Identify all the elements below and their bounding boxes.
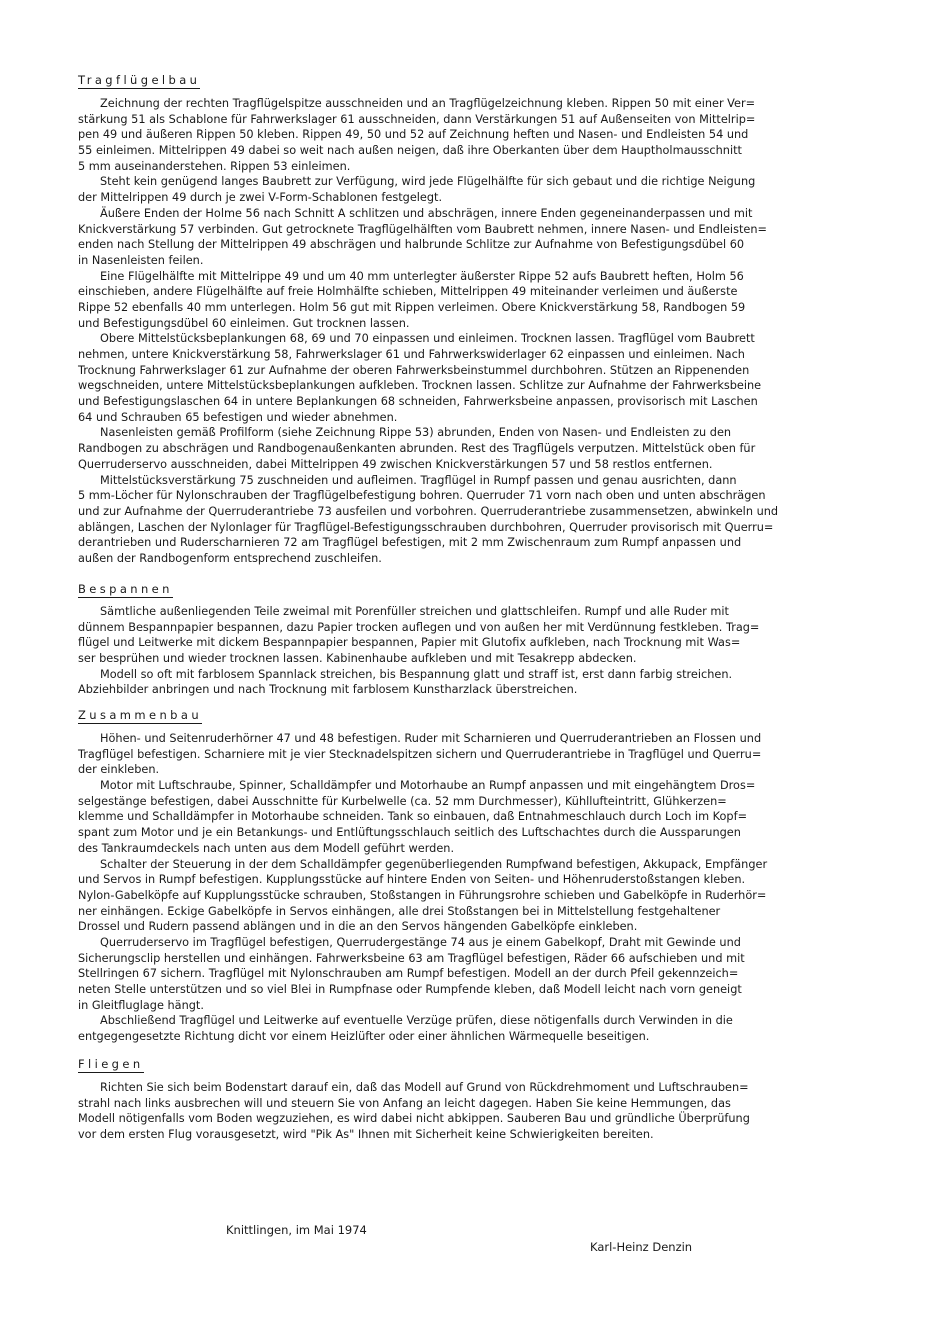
section-heading-zusammenbau: Zusammenbau <box>78 708 203 722</box>
text-line: derantrieben und Ruderscharnieren 72 am Tragflügel befestigen, mit 2 mm Zwischenraum zum Rumpf anpassen und <box>78 536 742 550</box>
text-line: Höhen- und Seitenruderhörner 47 und 48 befestigen. Ruder mit Scharnieren und Querruderantrieben an Flossen und <box>100 732 762 745</box>
text-line: enden nach Stellung der Mittelrippen 49 abschrägen und halbrunde Schlitze zur Aufnahme von Befestigungsdübel 60 <box>78 238 745 252</box>
text-line: Eine Flügelhälfte mit Mittelrippe 49 und um 40 mm unterlegter äußerster Rippe 52 aufs Baubrett heften, Holm 56 <box>100 269 744 283</box>
section-heading-tragfluegelbau: Tragflügelbau <box>78 73 201 87</box>
section-heading-fliegen: Fliegen <box>78 1057 144 1071</box>
text-line: entgegengesetzte Richtung dicht vor einem Heizlüfter oder einer ähnlichen Wärmequelle beseitigen. <box>78 1030 650 1044</box>
text-line: Mittelstücksverstärkung 75 zuschneiden und aufleimen. Tragflügel in Rumpf passen und genau ausrichten, dann <box>100 473 737 487</box>
text-line: Querruderservo ausschneiden, dabei Mittelrippen 49 zwischen Knickverstärkungen 57 und 58 restlos entfernen. <box>78 457 713 471</box>
text-line: Zeichnung der rechten Tragflügelspitze ausschneiden und an Tragflügelzeichnung kleben. Rippen 50 mit einer Ver= <box>100 97 756 110</box>
text-line: vor dem ersten Flug vorausgesetzt, wird "Pik As" Ihnen mit Sicherheit keine Schwierigkeiten bereiten. <box>78 1128 654 1142</box>
text-line: des Tankraumdeckels nach unten aus dem Modell geführt werden. <box>78 841 455 855</box>
text-line: Schalter der Steuerung in der dem Schalldämpfer gegenüberliegenden Rumpfwand befestigen, Akkupack, Empfänger <box>100 857 768 871</box>
text-line: Trocknung Fahrwerkslager 61 zur Aufnahme der oberen Fahrwerksbeinstummel durchbohren. Stützen an Rippenenden <box>78 363 750 377</box>
text-line: Drossel und Rudern passend ablängen und in die an den Servos hängenden Gabelköpfe einkleben. <box>78 920 638 934</box>
text-line: klemme und Schalldämpfer in Motorhaube schneiden. Tank so einbauen, daß Entnahmeschlauch durch Loch im Kopf= <box>78 810 748 824</box>
section-body-zusammenbau <box>78 731 898 1045</box>
text-line: Richten Sie sich beim Bodenstart darauf ein, daß das Modell auf Grund von Rückdrehmoment und Luftschrauben= <box>100 1081 749 1094</box>
section-body-tragfluegelbau <box>78 96 898 567</box>
text-line: Sicherungsclip herstellen und einhängen. Fahrwerksbeine 63 am Tragflügel befestigen, Räder 66 aufschieben und mit <box>78 951 745 965</box>
text-line: 5 mm-Löcher für Nylonschrauben der Tragflügelbefestigung bohren. Querruder 71 vorn nach oben und unten abschrägen <box>78 489 766 503</box>
place-date: Knittlingen, im Mai 1974 <box>226 1223 367 1237</box>
text-line: und Befestigungsdübel 60 einleimen. Gut trocknen lassen. <box>78 316 410 330</box>
author-name: Karl-Heinz Denzin <box>590 1240 693 1254</box>
text-line: flügel und Leitwerke mit dickem Bespannpapier bespannen, Papier mit Glutofix aufkleben, nach Trocknung mit Was= <box>78 636 741 650</box>
text-line: Abschließend Tragflügel und Leitwerke auf eventuelle Verzüge prüfen, diese nötigenfalls durch Verwinden in die <box>100 1014 733 1028</box>
text-line: Steht kein genügend langes Baubrett zur Verfügung, wird jede Flügelhälfte für sich gebaut und die richtige Neigung <box>100 175 756 189</box>
text-line: ablängen, Laschen der Nylonlager für Tragflügel-Befestigungsschrauben durchbohren, Querruder provisorisch mit Querru= <box>78 520 774 534</box>
text-line: in Gleitfluglage hängt. <box>78 998 204 1012</box>
text-line: Modell nötigenfalls vom Boden wegzuziehen, es wird dabei nicht abkippen. Sauberen Bau und gründliche Überprüfung <box>78 1112 750 1126</box>
text-line: 55 einleimen. Mittelrippen 49 dabei so weit nach außen neigen, daß ihre Oberkanten über dem Hauptholmausschnitt <box>78 144 742 158</box>
text-line: Äußere Enden der Holme 56 nach Schnitt A schlitzen und abschrägen, innere Enden gegeneinanderpassen und mit <box>100 206 753 220</box>
text-line: und zur Aufnahme der Querruderantriebe 73 ausfeilen und vorbohren. Querruderantriebe zusammensetzen, abwinkeln und <box>78 504 779 518</box>
text-line: ser besprühen und wieder trocknen lassen. Kabinenhaube aufkleben und mit Tesakrepp abdecken. <box>78 652 637 666</box>
text-line: und Servos in Rumpf befestigen. Kupplungsstücke auf hintere Enden von Seiten- und Höhenruderstoßstangen kleben. <box>78 873 746 887</box>
text-line: stärkung 51 als Schablone für Fahrwerkslager 61 ausschneiden, dann Verstärkungen 51 auf Außenseiten von Mittelrip= <box>78 112 756 126</box>
text-line: außen der Randbogenform entsprechend zuschleifen. <box>78 551 382 565</box>
text-line: nehmen, untere Knickverstärkung 58, Fahrwerkslager 61 und Fahrwerkswiderlager 62 einpassen und einleimen. Nach <box>78 348 745 361</box>
text-line: der einkleben. <box>78 763 160 777</box>
text-line: Nylon-Gabelköpfe auf Kupplungsstücke schrauben, Stoßstangen in Führungsrohre schieben und Gabelköpfe in Ruderhör= <box>78 888 767 902</box>
text-line: der Mittelrippen 49 durch je zwei V-Form-Schablonen festgelegt. <box>78 191 443 205</box>
text-line: in Nasenleisten feilen. <box>78 253 204 267</box>
text-line: Motor mit Luftschraube, Spinner, Schalldämpfer und Motorhaube an Rumpf anpassen und mit eingehängtem Dros= <box>100 779 756 793</box>
section-body-fliegen <box>78 1080 898 1143</box>
text-line: ner einhängen. Eckige Gabelköpfe in Servos einhängen, alle drei Stoßstangen bei in Mittelstellung festgehaltener <box>78 904 721 918</box>
text-line: Knickverstärkung 57 verbinden. Gut getrocknete Tragflügelhälften vom Baubrett nehmen, innere Nasen- und Endleisten= <box>78 222 767 236</box>
text-line: Sämtliche außenliegenden Teile zweimal mit Porenfüller streichen und glattschleifen. Rumpf und alle Ruder mit <box>100 605 729 618</box>
text-line: Obere Mittelstücksbeplankungen 68, 69 und 70 einpassen und einleimen. Trocknen lassen. Tragflügel vom Baubrett <box>100 332 755 346</box>
text-line: dünnem Bespannpapier bespannen, dazu Papier trocken auflegen und von außen her mit Verdünnung festkleben. Trag= <box>78 620 760 634</box>
text-line: Querruderservo im Tragflügel befestigen, Querrudergestänge 74 aus je einem Gabelkopf, Draht mit Gewinde und <box>100 935 741 949</box>
text-line: und Befestigungslaschen 64 in untere Beplankungen 68 schneiden, Fahrwerksbeine anpassen, provisorisch mit Laschen <box>78 395 758 409</box>
section-body-bespannen <box>78 604 898 698</box>
text-line: Rippe 52 ebenfalls 40 mm unterlegen. Holm 56 gut mit Rippen verleimen. Obere Knickverstärkung 58, Randbogen 59 <box>78 300 746 314</box>
text-line: Tragflügel befestigen. Scharniere mit je vier Stecknadelspitzen sichern und Querruderantriebe in Tragflügel und Querru= <box>78 747 762 761</box>
text-line: spant zum Motor und je ein Betankungs- und Entlüftungsschlauch seitlich des Luftschachtes durch die Aussparungen <box>78 826 741 840</box>
text-line: einschieben, andere Flügelhälfte auf freie Holmhälfte schieben, Mittelrippen 49 miteinander verleimen und äußerste <box>78 285 738 299</box>
text-line: Abziehbilder anbringen und nach Trocknung mit farblosem Kunstharzlack überstreichen. <box>78 683 578 697</box>
text-line: Modell so oft mit farblosem Spannlack streichen, bis Bespannung glatt und straff ist, erst dann farbig streichen. <box>100 667 733 681</box>
text-line: Nasenleisten gemäß Profilform (siehe Zeichnung Rippe 53) abrunden, Enden von Nasen- und Endleisten zu den <box>100 426 732 440</box>
text-line: 64 und Schrauben 65 befestigen und wieder abnehmen. <box>78 410 398 424</box>
text-line: wegschneiden, untere Mittelstücksbeplankungen aufkleben. Trocknen lassen. Schlitze zur Aufnahme der Fahrwerksbeine <box>78 379 762 393</box>
text-line: Randbogen zu abschrägen und Randbogenaußenkanten abrunden. Rest des Tragflügels verputzen. Mittelstück oben für <box>78 442 756 456</box>
text-line: 5 mm auseinanderstehen. Rippen 53 einleimen. <box>78 159 351 173</box>
text-line: strahl nach links ausbrechen will und steuern Sie von Anfang an leicht dagegen. Haben Sie keine Hemmungen, das <box>78 1096 731 1110</box>
text-line: neten Stelle unterstützen und so viel Blei in Rumpfnase oder Rumpfende kleben, daß Modell leicht nach vorn geneigt <box>78 983 742 996</box>
text-line: selgestänge befestigen, dabei Ausschnitte für Kurbelwelle (ca. 52 mm Durchmesser), Kühllufteintritt, Glühkerzen= <box>78 794 727 808</box>
section-heading-bespannen: Bespannen <box>78 582 173 596</box>
text-line: pen 49 und äußeren Rippen 50 kleben. Rippen 49, 50 und 52 auf Zeichnung heften und Nasen- und Endleisten 54 und <box>78 128 749 142</box>
text-line: Stellringen 67 sichern. Tragflügel mit Nylonschrauben am Rumpf befestigen. Modell an der durch Pfeil gekennzeich= <box>78 967 739 981</box>
